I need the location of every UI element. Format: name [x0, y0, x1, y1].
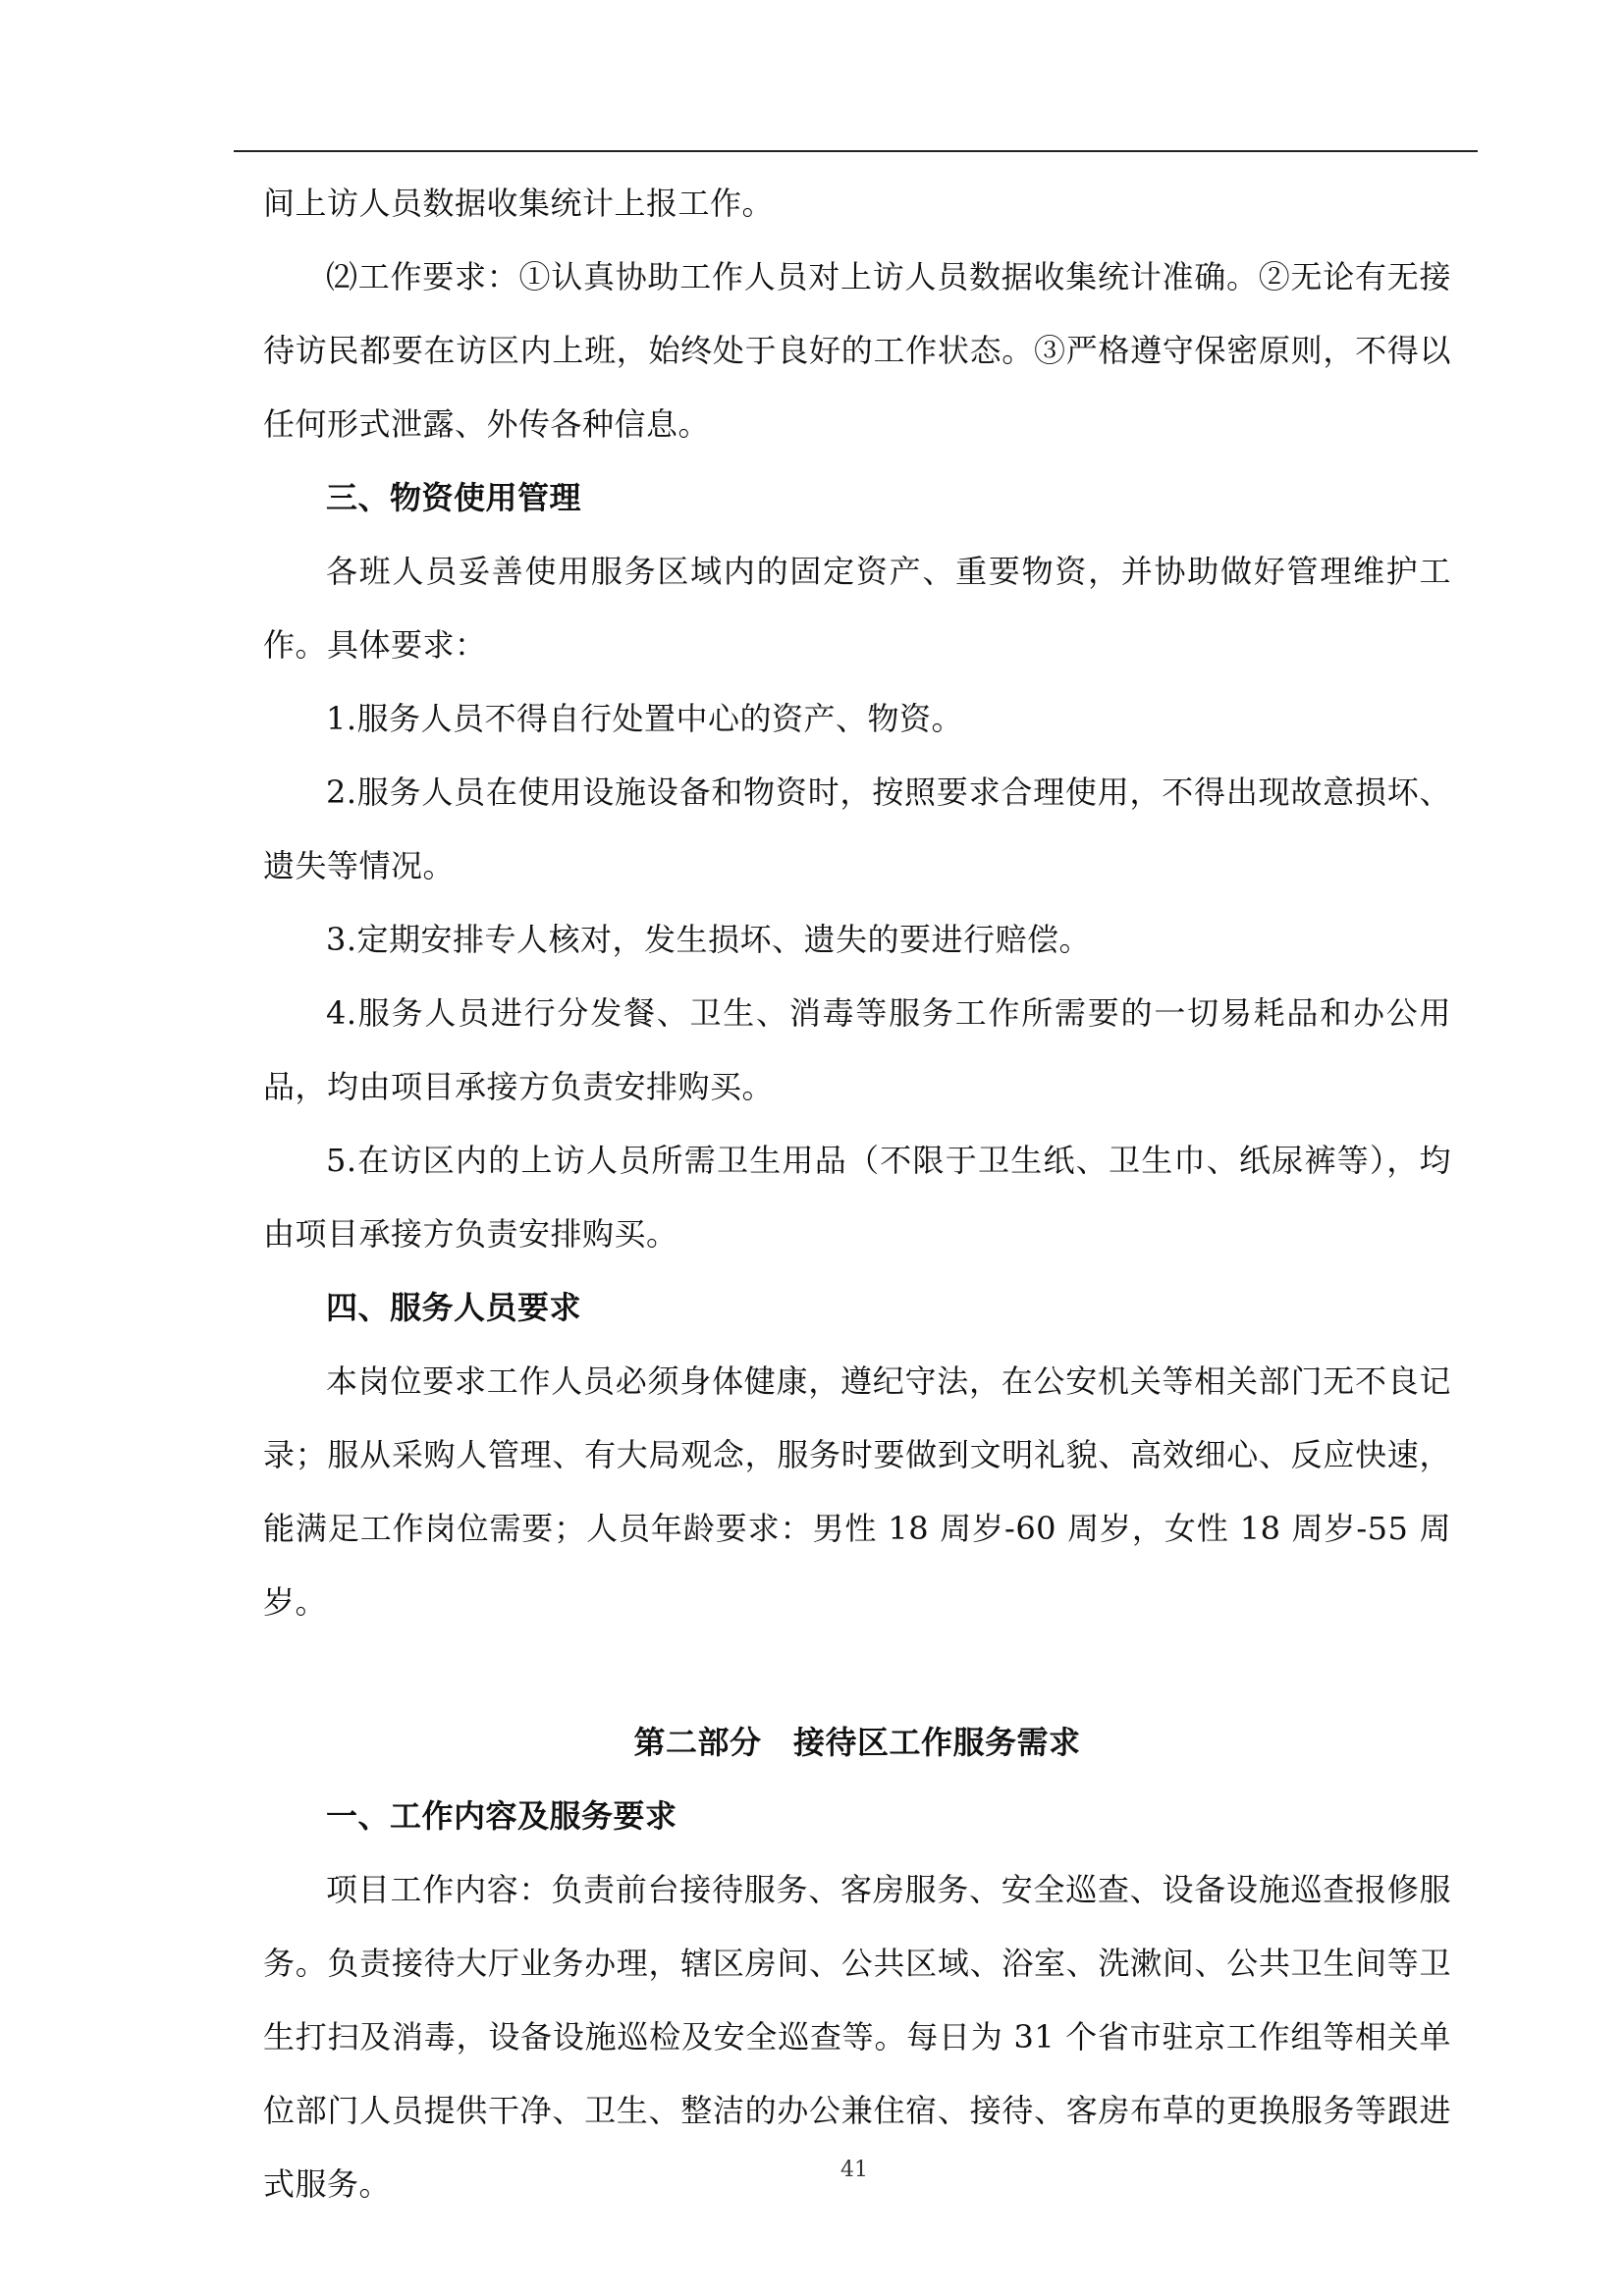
- paragraph-work-content: 项目工作内容：负责前台接待服务、客房服务、安全巡查、设备设施巡查报修服务。负责接待大厅业务办理，辖区房间、公共区域、浴室、洗漱间、公共卫生间等卫生打扫及消毒，设备设施巡检及安全巡查等。每日为 31 个省市驻京工作组等相关单位部门人员提供干净、卫生、整洁的办公兼住宿、接待、客房布草的更换服务等跟进式服务。: [263, 1871, 1451, 2203]
- list-item-3: 3.定期安排专人核对，发生损坏、遗失的要进行赔偿。: [326, 921, 1092, 958]
- list-item-2: 2.服务人员在使用设施设备和物资时，按照要求合理使用，不得出现故意损坏、遗失等情况。: [263, 774, 1451, 884]
- heading-work-content: 一、工作内容及服务要求: [326, 1797, 677, 1835]
- section-title: 第二部分 接待区工作服务需求: [633, 1724, 1081, 1761]
- document-body: [263, 167, 1451, 2221]
- list-item-4: 4.服务人员进行分发餐、卫生、消毒等服务工作所需要的一切易耗品和办公用品，均由项目承接方负责安排购买。: [263, 994, 1451, 1105]
- list-item-5: 5.在访区内的上访人员所需卫生用品（不限于卫生纸、卫生巾、纸尿裤等），均由项目承接方负责安排购买。: [263, 1142, 1451, 1253]
- heading-staff-requirements: 四、服务人员要求: [326, 1289, 582, 1326]
- paragraph-continuation: 间上访人员数据收集统计上报工作。: [263, 185, 775, 222]
- paragraph-work-requirements: ⑵工作要求：①认真协助工作人员对上访人员数据收集统计准确。②无论有无接待访民都要在访区内上班，始终处于良好的工作状态。③严格遵守保密原则，不得以任何形式泄露、外传各种信息。: [263, 258, 1451, 443]
- paragraph-materials-intro: 各班人员妥善使用服务区域内的固定资产、重要物资，并协助做好管理维护工作。具体要求：: [263, 553, 1451, 664]
- page-number: 41: [840, 2158, 868, 2182]
- header-rule: [234, 150, 1478, 152]
- heading-materials-management: 三、物资使用管理: [326, 479, 582, 516]
- paragraph-staff-requirements: 本岗位要求工作人员必须身体健康，遵纪守法，在公安机关等相关部门无不良记录；服从采购人管理、有大局观念，服务时要做到文明礼貌、高效细心、反应快速，能满足工作岗位需要；人员年龄要求：男性 18 周岁-60 周岁，女性 18 周岁-55 周岁。: [263, 1362, 1451, 1621]
- list-item-1: 1.服务人员不得自行处置中心的资产、物资。: [326, 700, 964, 737]
